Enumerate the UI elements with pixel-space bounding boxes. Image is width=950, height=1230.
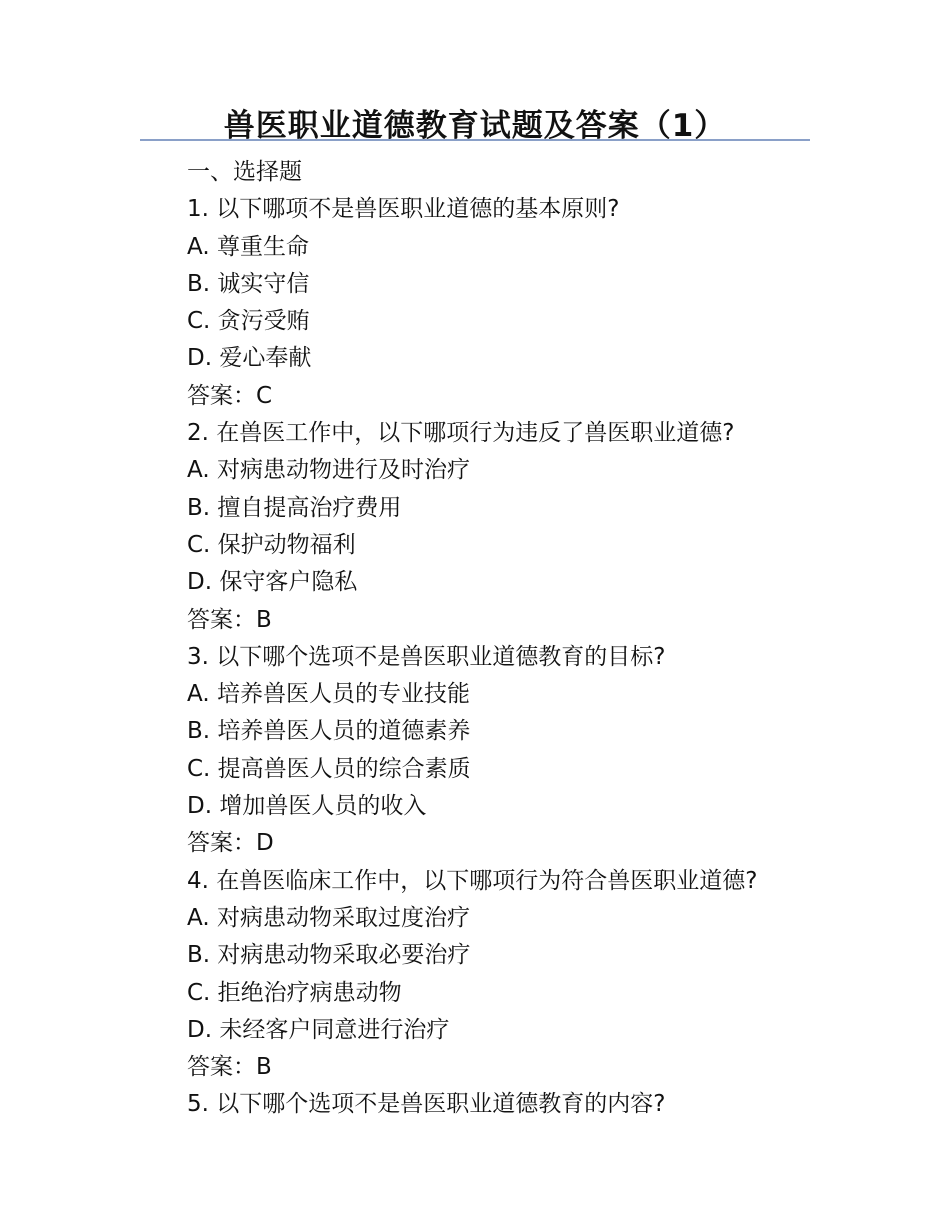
option-line: B. 对病患动物采取必要治疗 — [187, 942, 471, 969]
answer-line: 答案：B — [187, 606, 272, 633]
option-line: A. 尊重生命 — [187, 233, 309, 260]
answer-line: 答案：C — [187, 382, 273, 409]
option-line: D. 增加兽医人员的收入 — [187, 793, 427, 820]
title-underline — [140, 139, 810, 141]
option-line: C. 提高兽医人员的综合素质 — [187, 755, 471, 782]
answer-line: 答案：B — [187, 1054, 272, 1081]
option-line: C. 保护动物福利 — [187, 531, 356, 558]
option-line: C. 拒绝治疗病患动物 — [187, 979, 402, 1006]
section-heading: 一、选择题 — [187, 159, 302, 185]
question-3: 3. 以下哪个选项不是兽医职业道德教育的目标? — [187, 643, 666, 670]
option-line: D. 未经客户同意进行治疗 — [187, 1016, 450, 1043]
option-line: B. 诚实守信 — [187, 270, 310, 297]
question-4: 4. 在兽医临床工作中，以下哪项行为符合兽医职业道德? — [187, 867, 758, 894]
option-line: D. 爱心奉献 — [187, 345, 312, 372]
option-line: A. 培养兽医人员的专业技能 — [187, 681, 470, 708]
answer-line: 答案：D — [187, 830, 274, 857]
question-5: 5. 以下哪个选项不是兽医职业道德教育的内容? — [187, 1091, 666, 1118]
option-line: A. 对病患动物进行及时治疗 — [187, 457, 470, 484]
option-line: D. 保守客户隐私 — [187, 569, 358, 596]
document-body — [187, 154, 827, 1124]
page-title: 兽医职业道德教育试题及答案（1） — [223, 108, 727, 144]
question-1: 1. 以下哪项不是兽医职业道德的基本原则? — [187, 196, 620, 223]
option-line: B. 擅自提高治疗费用 — [187, 494, 402, 521]
option-line: A. 对病患动物采取过度治疗 — [187, 904, 470, 931]
option-line: C. 贪污受贿 — [187, 308, 310, 335]
option-line: B. 培养兽医人员的道德素养 — [187, 718, 471, 745]
question-2: 2. 在兽医工作中，以下哪项行为违反了兽医职业道德? — [187, 420, 735, 447]
